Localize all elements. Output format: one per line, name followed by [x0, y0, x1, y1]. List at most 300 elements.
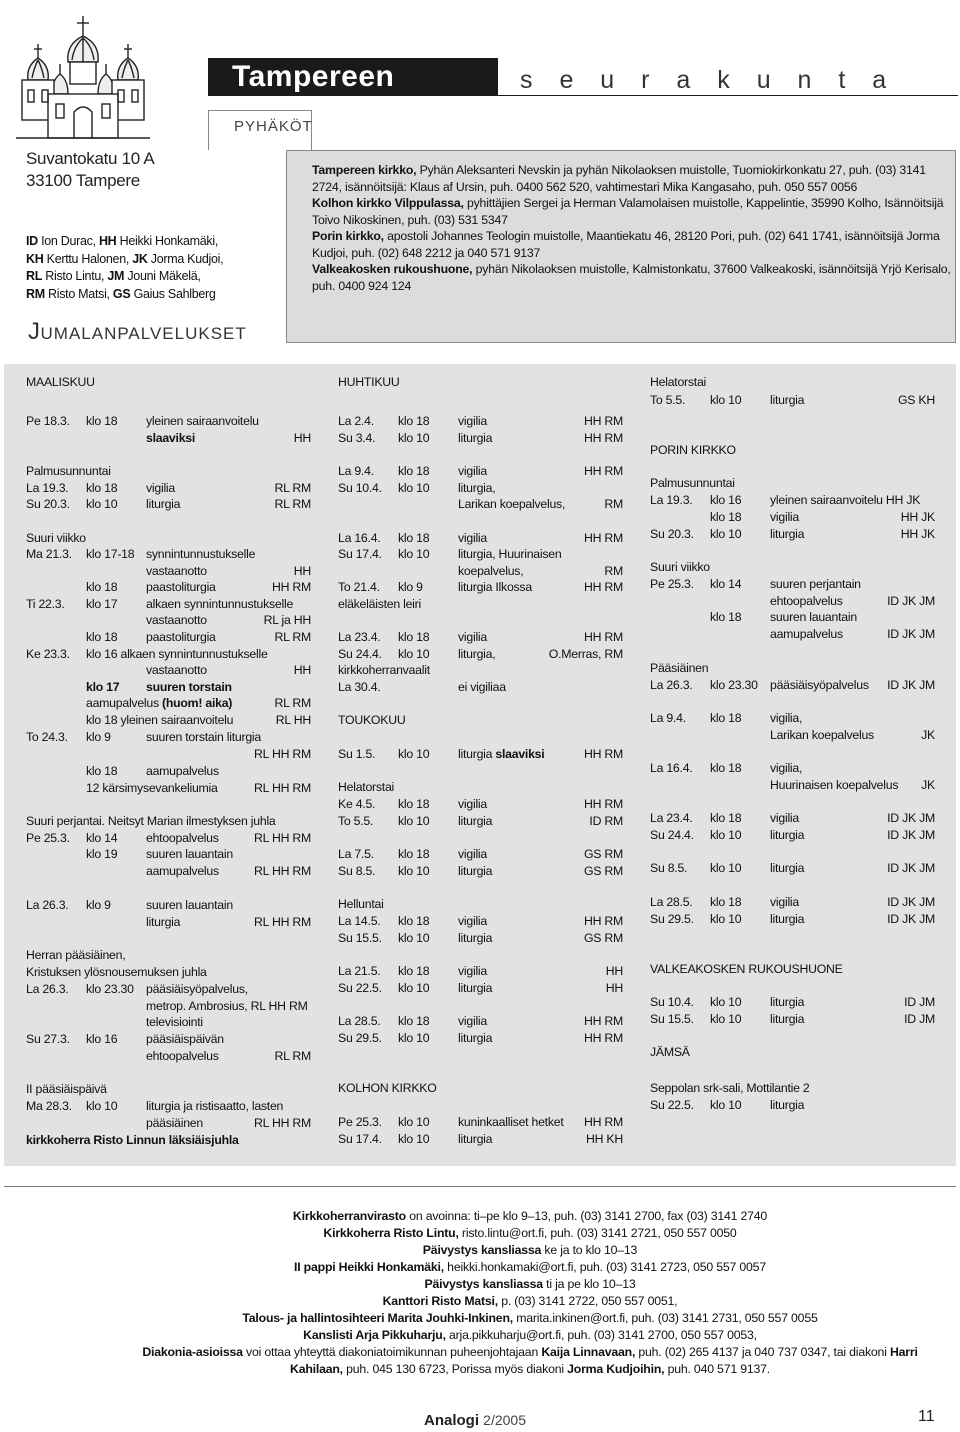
schedule-officiants: HH JK: [900, 510, 935, 524]
footer-rule: [4, 1186, 956, 1187]
schedule-officiants: HH JK: [900, 527, 935, 541]
schedule-service: suuren torstain liturgia: [146, 730, 261, 744]
schedule-heading: JÄMSÄ: [650, 1045, 690, 1059]
schedule-officiants: RL HH RM: [254, 781, 311, 795]
schedule-date: Su 3.4.: [338, 431, 376, 445]
clergy-name: Heikki Honkamäki,: [119, 234, 219, 248]
schedule-time: klo 9: [398, 580, 423, 594]
schedule-officiants: ID JM: [904, 1012, 935, 1026]
contact-line: Kirkkoherra Risto Lintu, risto.lintu@ort.fi, puh. (03) 3141 2721, 050 557 0050: [323, 1226, 737, 1240]
schedule-heading: HUHTIKUU: [338, 375, 400, 389]
schedule-time: klo 10: [398, 814, 430, 828]
schedule-service: vastaanotto: [146, 613, 207, 627]
schedule-service: liturgia Ilkossa: [458, 580, 532, 594]
clergy-name: Jouni Mäkelä,: [127, 269, 201, 283]
clergy-name: Gaius Sahlberg: [133, 286, 216, 301]
schedule-date: Pe 25.3.: [26, 831, 70, 845]
schedule-officiants: RL HH RM: [254, 831, 311, 845]
schedule-service: liturgia: [770, 393, 805, 407]
schedule-date: La 2.4.: [338, 414, 374, 428]
schedule-officiants: RL ja HH: [263, 613, 311, 627]
schedule-date: Su 8.5.: [650, 861, 688, 875]
schedule-heading: Palmusunnuntai: [26, 464, 111, 478]
schedule-officiants: RL HH RM: [254, 864, 311, 878]
office-contacts: [120, 1208, 940, 1378]
schedule-time: klo 18: [398, 1014, 430, 1028]
schedule-date: Ke 4.5.: [338, 797, 376, 811]
schedule-officiants: RM: [604, 497, 623, 511]
schedule-officiants: HH RM: [271, 580, 311, 594]
page-title: Tampereen: [232, 60, 395, 93]
contact-line: Kirkkoherranvirasto on avoinna: ti–pe klo 9–13, puh. (03) 3141 2700, fax (03) 3141 2740: [292, 1209, 768, 1223]
schedule-service: vigilia: [770, 510, 800, 524]
schedule-heading: Kristuksen ylösnousemuksen juhla: [26, 965, 207, 979]
parish-address: [26, 148, 154, 192]
schedule-time: klo 10: [398, 481, 430, 495]
schedule-officiants: HH: [293, 431, 311, 445]
schedule-service: aamupalvelus: [146, 864, 219, 878]
schedule-date: Su 1.5.: [338, 747, 376, 761]
address-line: 33100 Tampere: [26, 171, 140, 190]
clergy-abbr: RM: [26, 286, 45, 301]
schedule-service: liturgia: [146, 915, 181, 929]
schedule-officiants: ID JM: [904, 995, 935, 1009]
schedule-service: vigilia,: [770, 711, 803, 725]
clergy-abbr: HH: [98, 234, 117, 248]
page-subtitle: s e u r a k u n t a: [520, 66, 897, 94]
schedule-service: paastoliturgia: [146, 630, 216, 644]
schedule-service: liturgia, Huurinaisen: [458, 547, 562, 561]
schedule-time: klo 23.30: [86, 982, 134, 996]
clergy-abbr: RL: [26, 269, 43, 283]
magazine-brand: Analogi 2/2005: [424, 1412, 526, 1429]
schedule-service: pääsiäinen: [146, 1116, 203, 1130]
schedule-heading: Palmusunnuntai: [650, 476, 735, 490]
schedule-date: To 24.3.: [26, 730, 68, 744]
contact-line: Kanttori Risto Matsi, p. (03) 3141 2722, 050 557 0051,: [382, 1294, 678, 1308]
clergy-abbr: ID: [26, 234, 38, 248]
schedule-time: klo 10: [398, 647, 430, 661]
schedule-service: suuren lauantain: [146, 898, 233, 912]
schedule-officiants: HH RM: [583, 914, 623, 928]
clergy-name: Risto Matsi,: [48, 286, 110, 301]
schedule-service: vigilia: [458, 630, 488, 644]
schedule-service: liturgia,: [458, 481, 496, 495]
schedule-officiants: ID JK JM: [887, 678, 935, 692]
schedule-time: klo 16: [710, 493, 742, 507]
schedule-time: klo 18: [710, 895, 742, 909]
subtitle-rule: [498, 95, 958, 96]
schedule-date: Ma 21.3.: [26, 547, 72, 561]
schedule-officiants: HH RM: [583, 431, 623, 445]
schedule-time: klo 18: [398, 464, 430, 478]
schedule-service: pääsiäisyöpalvelus: [770, 678, 869, 692]
schedule-date: Su 10.4.: [650, 995, 694, 1009]
schedule-service: vigilia,: [770, 761, 803, 775]
schedule-time: klo 10: [398, 1031, 430, 1045]
schedule-officiants: HH RM: [583, 580, 623, 594]
address-line: Suvantokatu 10 A: [26, 149, 155, 168]
schedule-officiants: HH RM: [583, 414, 623, 428]
schedule-time: klo 18: [86, 481, 118, 495]
schedule-date: Su 15.5.: [338, 931, 382, 945]
schedule-date: Su 29.5.: [650, 912, 694, 926]
schedule-time: klo 18: [86, 414, 118, 428]
schedule-service: vigilia: [458, 847, 488, 861]
schedule-date: Ke 23.3.: [26, 647, 70, 661]
clergy-abbr: KH: [26, 251, 44, 266]
schedule-service: metrop. Ambrosius, RL HH RM: [146, 999, 308, 1013]
churches-list: [312, 162, 952, 294]
schedule-time: klo 23.30: [710, 678, 758, 692]
schedule-time: klo 10: [710, 1098, 742, 1112]
schedule-time: klo 10: [710, 828, 742, 842]
schedule-officiants: RL HH RM: [254, 1116, 311, 1130]
schedule-service: liturgia,: [458, 647, 496, 661]
schedule-service: vigilia: [458, 914, 488, 928]
schedule-service: liturgia: [770, 861, 805, 875]
schedule-officiants: ID JK JM: [887, 895, 935, 909]
schedule-date: Su 24.4.: [650, 828, 694, 842]
schedule-officiants: HH RM: [583, 630, 623, 644]
schedule-service: ehtoopalvelus: [770, 594, 843, 608]
schedule-date: Ti 22.3.: [26, 597, 65, 611]
schedule-time: klo 18: [86, 630, 118, 644]
schedule-service: liturgia ja ristisaatto, lasten: [146, 1099, 284, 1113]
schedule-officiants: RL RM: [274, 630, 311, 644]
schedule-officiants: JK: [921, 728, 935, 742]
schedule-officiants: GS RM: [583, 847, 623, 861]
schedule-time: klo 9: [86, 898, 111, 912]
schedule-time: klo 10: [710, 912, 742, 926]
schedule-date: Su 8.5.: [338, 864, 376, 878]
contact-line: II pappi Heikki Honkamäki, heikki.honkamaki@ort.fi, puh. (03) 3141 2723, 050 557 0057: [294, 1260, 766, 1274]
schedule-service: liturgia: [458, 931, 493, 945]
schedule-time: klo 18: [398, 847, 430, 861]
schedule-service: synnintunnustukselle: [146, 547, 256, 561]
schedule-time: klo 10: [86, 1099, 118, 1113]
schedule-officiants: HH RM: [583, 1115, 623, 1129]
schedule-service: vigilia: [146, 481, 176, 495]
schedule-time: klo 10: [398, 747, 430, 761]
schedule-time: klo 10: [86, 497, 118, 511]
schedule-service: vigilia: [458, 1014, 488, 1028]
schedule-date: La 14.5.: [338, 914, 381, 928]
schedule-heading: Suuri viikko: [26, 531, 86, 545]
schedule-service: suuren lauantain: [770, 610, 857, 624]
schedule-heading: Suuri perjantai. Neitsyt Marian ilmestyksen juhla: [26, 814, 276, 828]
schedule-officiants: RL RM: [274, 696, 311, 710]
schedule-time: klo 18 yleinen sairaanvoitelu: [86, 713, 234, 727]
schedule-date: Su 17.4.: [338, 1132, 382, 1146]
schedule-service: ei vigiliaa: [458, 680, 506, 694]
schedule-service: paastoliturgia: [146, 580, 216, 594]
schedule-service: liturgia: [458, 431, 493, 445]
schedule-officiants: GS RM: [583, 931, 623, 945]
schedule-officiants: O.Merras, RM: [548, 647, 623, 661]
schedule-date: Su 10.4.: [338, 481, 382, 495]
schedule-officiants: HH RM: [583, 1031, 623, 1045]
schedule-time: 12 kärsimysevankeliumia: [86, 781, 218, 795]
schedule-service: suuren lauantain: [146, 847, 233, 861]
schedule-time: klo 10: [398, 1115, 430, 1129]
schedule-heading: KOLHON KIRKKO: [338, 1081, 437, 1095]
schedule-date: Su 20.3.: [650, 527, 694, 541]
contact-line: Päivystys kansliassa ke ja to klo 10–13: [422, 1243, 638, 1257]
schedule-officiants: GS RM: [583, 864, 623, 878]
schedule-service: liturgia: [146, 497, 181, 511]
schedule-service: liturgia: [458, 981, 493, 995]
schedule-heading: TOUKOKUU: [338, 713, 406, 727]
schedule-date: Su 22.5.: [650, 1098, 694, 1112]
schedule-time: klo 18: [398, 914, 430, 928]
clergy-name: Jorma Kudjoi,: [150, 251, 224, 266]
schedule-heading: kirkkoherranvaalit: [338, 663, 430, 677]
schedule-officiants: HH: [605, 981, 623, 995]
schedule-service: vigilia: [458, 464, 488, 478]
schedule-heading: Suuri viikko: [650, 560, 710, 574]
schedule-officiants: HH RM: [583, 531, 623, 545]
schedule-officiants: HH RM: [583, 1014, 623, 1028]
contact-line: Talous- ja hallintosihteeri Marita Jouhki-Inkinen, marita.inkinen@ort.fi, puh. (03) 3141 2731, 050 557 0055: [242, 1311, 818, 1325]
schedule-heading: eläkeläisten leiri: [338, 597, 421, 611]
schedule-date: To 21.4.: [338, 580, 380, 594]
schedule-service: aamupalvelus: [146, 764, 219, 778]
clergy-name: Kerttu Halonen,: [46, 251, 130, 266]
schedule-time: klo 17: [86, 680, 120, 694]
schedule-time: klo 10: [398, 981, 430, 995]
schedule-date: La 16.4.: [650, 761, 693, 775]
schedule-time: klo 17: [86, 597, 118, 611]
schedule-service: ehtoopalvelus: [146, 1049, 219, 1063]
schedule-service: pääsiäisyöpalvelus,: [146, 982, 248, 996]
schedule-time: klo 18: [398, 797, 430, 811]
contact-line: Kahilaan, puh. 045 130 6723, Porissa myös diakoni Jorma Kudjoihin, puh. 040 571 9137.: [290, 1362, 770, 1376]
schedule-time: klo 10: [710, 861, 742, 875]
schedule-heading: II pääsiäispäivä: [26, 1082, 107, 1096]
clergy-abbr: JM: [107, 269, 125, 283]
schedule-officiants: ID JK JM: [887, 912, 935, 926]
contact-line: Päivystys kansliassa ti ja pe klo 10–13: [424, 1277, 636, 1291]
schedule-date: La 16.4.: [338, 531, 381, 545]
schedule-time: klo 14: [710, 577, 742, 591]
schedule-date: Pe 25.3.: [650, 577, 694, 591]
schedule-time: klo 18: [710, 510, 742, 524]
church-entry: Kolhon kirkko Vilppulassa, pyhittäjien Sergei ja Herman Valamolaisen muistolle, Kappelintie, 35990 Kolho, Isännöitsijä Toivo Nikoskinen, puh. (03) 531 5347: [312, 196, 944, 227]
schedule-service: Larikan koepalvelus: [770, 728, 874, 742]
schedule-time: klo 10: [398, 1132, 430, 1146]
schedule-service: liturgia: [458, 1132, 493, 1146]
schedule-time: klo 18: [710, 761, 742, 775]
schedule-heading: Helatorstai: [650, 375, 707, 389]
schedule-officiants: HH: [605, 964, 623, 978]
schedule-time: klo 18: [710, 610, 742, 624]
schedule-service: vigilia: [458, 797, 488, 811]
schedule-heading: PORIN KIRKKO: [650, 443, 736, 457]
schedule-date: La 9.4.: [338, 464, 374, 478]
schedule-time: klo 18: [710, 811, 742, 825]
schedule-date: La 19.3.: [26, 481, 69, 495]
contact-line: Kanslisti Arja Pikkuharju, arja.pikkuharju@ort.fi, puh. (03) 3141 2700, 050 557 0053,: [303, 1328, 757, 1342]
schedule-service: televisiointi: [146, 1015, 203, 1029]
schedule-service: pääsiäispäivän: [146, 1032, 224, 1046]
schedule-time: klo 18: [398, 531, 430, 545]
schedule-date: La 26.3.: [650, 678, 693, 692]
section-title: JUMALANPALVELUKSET: [28, 318, 247, 345]
schedule-officiants: HH KH: [585, 1132, 623, 1146]
clergy-abbr: JK: [132, 251, 148, 266]
clergy-name: Risto Lintu,: [45, 269, 105, 283]
schedule-date: Su 24.4.: [338, 647, 382, 661]
schedule-date: Su 17.4.: [338, 547, 382, 561]
schedule-service: ehtoopalvelus: [146, 831, 219, 845]
schedule-time: klo 10: [398, 864, 430, 878]
schedule-date: To 5.5.: [338, 814, 374, 828]
schedule-date: La 19.3.: [650, 493, 693, 507]
schedule-service: vastaanotto: [146, 663, 207, 677]
schedule-officiants: ID JK JM: [887, 594, 935, 608]
schedule-time: klo 9: [86, 730, 111, 744]
schedule-service: aamupalvelus (huom! aika): [86, 696, 233, 710]
schedule-date: La 9.4.: [650, 711, 686, 725]
schedule-date: La 28.5.: [338, 1014, 381, 1028]
schedule-time: klo 18: [710, 711, 742, 725]
schedule-service: liturgia: [770, 995, 805, 1009]
schedule-officiants: HH RM: [583, 464, 623, 478]
church-domes-illustration: [8, 14, 158, 144]
schedule-date: La 30.4.: [338, 680, 381, 694]
schedule-officiants: HH RM: [583, 797, 623, 811]
schedule-time: klo 10: [398, 431, 430, 445]
schedule-date: Su 20.3.: [26, 497, 70, 511]
schedule-time: klo 10: [710, 527, 742, 541]
church-entry: Valkeakosken rukoushuone, pyhän Nikolaoksen muistolle, Kalmistonkatu, 37600 Valkeakoski, isännöitsijä Yrjö Kerisalo, puh. 0400 924 124: [312, 262, 951, 293]
schedule-service: kuninkaalliset hetket: [458, 1115, 564, 1129]
schedule-date: To 5.5.: [650, 393, 686, 407]
schedule-heading: Herran pääsiäinen,: [26, 948, 126, 962]
schedule-time: klo 10: [710, 393, 742, 407]
schedule-heading: Helatorstai: [338, 780, 395, 794]
schedule-time: klo 18: [86, 764, 118, 778]
schedule-time: klo 14: [86, 831, 118, 845]
schedule-time: klo 18: [398, 414, 430, 428]
schedule-officiants: HH RM: [583, 747, 623, 761]
schedule-heading: Helluntai: [338, 897, 384, 911]
schedule-date: La 7.5.: [338, 847, 374, 861]
schedule-date: La 28.5.: [650, 895, 693, 909]
schedule-service: liturgia slaaviksi: [458, 747, 545, 761]
schedule-service: vigilia: [458, 414, 488, 428]
schedule-time: klo 10: [398, 931, 430, 945]
schedule-service: liturgia: [770, 527, 805, 541]
schedule-officiants: HH: [293, 564, 311, 578]
schedule-officiants: RL HH RM: [254, 915, 311, 929]
schedule-service: koepalvelus,: [458, 564, 524, 578]
schedule-officiants: RL RM: [274, 497, 311, 511]
schedule-service: aamupalvelus: [770, 627, 843, 641]
schedule-service: liturgia: [770, 1012, 805, 1026]
schedule-service: yleinen sairaanvoitelu HH JK: [770, 493, 921, 507]
schedule-service: vigilia: [770, 811, 800, 825]
schedule-service: alkaen synnintunnustukselle: [146, 597, 294, 611]
schedule-date: Ma 28.3.: [26, 1099, 72, 1113]
schedule-heading: Pääsiäinen: [650, 661, 709, 675]
schedule-service: yleinen sairaanvoitelu: [146, 414, 259, 428]
schedule-officiants: RL RM: [274, 1049, 311, 1063]
schedule-officiants: RL HH: [275, 713, 311, 727]
schedule-date: Su 15.5.: [650, 1012, 694, 1026]
schedule-service: vigilia: [458, 964, 488, 978]
schedule-time: klo 16: [86, 1032, 118, 1046]
schedule-service: liturgia: [770, 1098, 805, 1112]
schedule-heading: Seppolan srk-sali, Mottilantie 2: [650, 1081, 810, 1095]
schedule-date: La 23.4.: [338, 630, 381, 644]
schedule-service: liturgia: [458, 864, 493, 878]
clergy-legend: [26, 233, 223, 303]
schedule-officiants: ID JK JM: [887, 861, 935, 875]
schedule-officiants: ID RM: [589, 814, 623, 828]
schedule-service: liturgia: [458, 814, 493, 828]
page-number: 11: [918, 1408, 935, 1425]
schedule-service: slaaviksi: [146, 431, 196, 445]
schedule-heading: MAALISKUU: [26, 375, 95, 389]
schedule-officiants: ID JK JM: [887, 828, 935, 842]
schedule-time: klo 17-18: [86, 547, 135, 561]
schedule-officiants: JK: [921, 778, 935, 792]
schedule-date: Su 29.5.: [338, 1031, 382, 1045]
schedule-time: klo 19: [86, 847, 118, 861]
schedule-officiants: ID JK JM: [887, 811, 935, 825]
schedule-officiants: ID JK JM: [887, 627, 935, 641]
schedule-date: Pe 25.3.: [338, 1115, 382, 1129]
schedule-heading: kirkkoherra Risto Linnun läksiäisjuhla: [26, 1133, 239, 1147]
schedule-officiants: RL HH RM: [254, 747, 311, 761]
schedule-service: Huurinaisen koepalvelus: [770, 778, 899, 792]
schedule-service: suuren perjantain: [770, 577, 861, 591]
schedule-officiants: RM: [604, 564, 623, 578]
schedule-service: Larikan koepalvelus,: [458, 497, 566, 511]
contact-line: Diakonia-asioissa voi ottaa yhteyttä diakoniatoimikunnan puheenjohtajaan Kaija Linnavaan, puh. (02) 265 4137 ja 040 737 0347, tai diakoni Harri: [142, 1345, 918, 1359]
churches-label: PYHÄKÖT: [234, 118, 313, 135]
church-entry: Porin kirkko, apostoli Johannes Teologin muistolle, Maantiekatu 46, 28120 Pori, puh. (02) 641 1741, isännöitsijä Jorma Kudjoi, puh. (02) 648 2212 ja 040 571 9137: [312, 229, 940, 260]
schedule-officiants: GS KH: [897, 393, 935, 407]
schedule-date: Su 27.3.: [26, 1032, 70, 1046]
schedule-service: vigilia: [770, 895, 800, 909]
schedule-date: La 26.3.: [26, 898, 69, 912]
schedule-time: klo 10: [398, 547, 430, 561]
schedule-time: klo 18: [86, 580, 118, 594]
schedule-service: liturgia: [770, 828, 805, 842]
schedule-date: La 23.4.: [650, 811, 693, 825]
schedule-time: klo 18: [398, 964, 430, 978]
schedule-time: klo 18: [398, 630, 430, 644]
clergy-name: Ion Durac,: [41, 234, 96, 248]
schedule-officiants: HH: [293, 663, 311, 677]
schedule-date: Pe 18.3.: [26, 414, 70, 428]
church-entry: Tampereen kirkko, Pyhän Aleksanteri Nevskin ja pyhän Nikolaoksen muistolle, Tuomiokirkonkatu 27, puh. (03) 3141 2724, isännöitsijä: Klaus af Ursin, puh. 0400 562 520, vahtimestari Mika Kangasaho, puh. 050 557 0056: [312, 163, 926, 194]
schedule-date: La 21.5.: [338, 964, 381, 978]
schedule-time: klo 16 alkaen synnintunnustukselle: [86, 647, 268, 661]
schedule-date: Su 22.5.: [338, 981, 382, 995]
schedule-time: klo 10: [710, 995, 742, 1009]
schedule-service: liturgia: [770, 912, 805, 926]
schedule-service: vastaanotto: [146, 564, 207, 578]
schedule-service: vigilia: [458, 531, 488, 545]
schedule-officiants: RL RM: [274, 481, 311, 495]
schedule-service: liturgia: [458, 1031, 493, 1045]
schedule-time: klo 10: [710, 1012, 742, 1026]
clergy-abbr: GS: [112, 286, 131, 301]
